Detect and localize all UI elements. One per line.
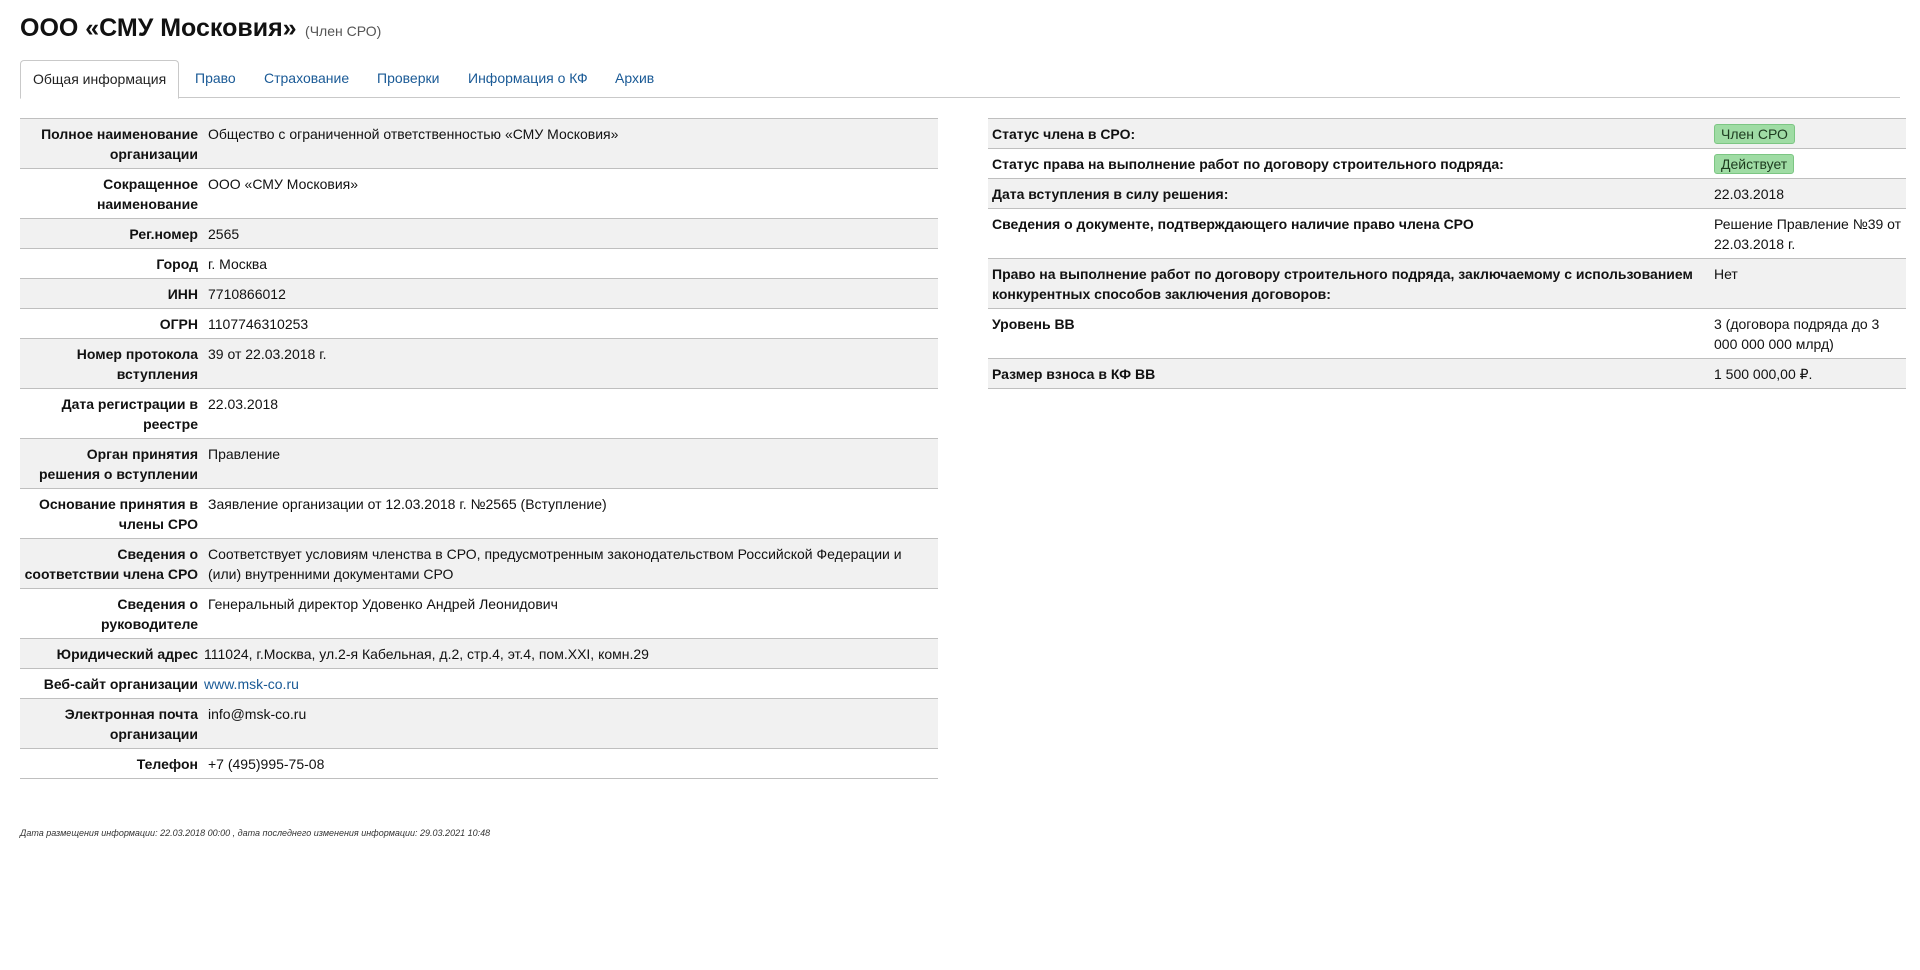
- field-label: Уровень ВВ: [988, 309, 1708, 359]
- field-value: [1708, 149, 1906, 179]
- field-label: ИНН: [20, 279, 202, 309]
- page-header: [20, 14, 381, 43]
- field-label: ОГРН: [20, 309, 202, 339]
- field-value: Решение Правление №39 от 22.03.2018 г.: [1708, 209, 1906, 259]
- field-value: info@msk-co.ru: [202, 699, 938, 749]
- field-label: Номер протокола вступления: [20, 339, 202, 389]
- field-label: Основание принятия в члены СРО: [20, 489, 202, 539]
- field-value: 22.03.2018: [202, 389, 938, 439]
- page-title: ООО «СМУ Московия»: [20, 14, 297, 42]
- field-value: 1107746310253: [202, 309, 938, 339]
- field-value: г. Москва: [202, 249, 938, 279]
- table-row: [20, 309, 938, 339]
- table-row: [20, 589, 938, 639]
- tab-rights[interactable]: Право: [195, 70, 236, 86]
- field-value: Соответствует условиям членства в СРО, предусмотренным законодательством Российской Федерации и (или) внутренними документами СРО: [202, 539, 938, 589]
- field-value: 111024, г.Москва, ул.2-я Кабельная, д.2, стр.4, эт.4, пом.XXI, комн.29: [202, 639, 938, 669]
- table-row: [988, 209, 1906, 259]
- membership-status-table: [988, 118, 1906, 389]
- general-info-table: [20, 118, 938, 779]
- status-badge: Действует: [1714, 154, 1794, 174]
- field-label: Телефон: [20, 749, 202, 779]
- field-value: Общество с ограниченной ответственностью «СМУ Московия»: [202, 119, 938, 169]
- tab-archive[interactable]: Архив: [615, 70, 655, 86]
- status-badge: Член СРО: [1714, 124, 1795, 144]
- table-row: [988, 309, 1906, 359]
- table-row: [20, 699, 938, 749]
- field-label: Сведения о документе, подтверждающего наличие право члена СРО: [988, 209, 1708, 259]
- field-value: [1708, 119, 1906, 149]
- field-label: Веб-сайт организации: [20, 669, 202, 699]
- tab-general-info[interactable]: Общая информация: [20, 60, 179, 99]
- field-label: Полное наименование организации: [20, 119, 202, 169]
- tab-inspections[interactable]: Проверки: [377, 70, 440, 86]
- table-row: [988, 359, 1906, 389]
- field-value: 3 (договора подряда до 3 000 000 000 млрд): [1708, 309, 1906, 359]
- field-label: Сведения о руководителе: [20, 589, 202, 639]
- table-row: [20, 119, 938, 169]
- field-label: Город: [20, 249, 202, 279]
- field-label: Дата регистрации в реестре: [20, 389, 202, 439]
- table-row: [20, 669, 938, 699]
- table-row: [20, 279, 938, 309]
- field-label: Электронная почта организации: [20, 699, 202, 749]
- field-value: ООО «СМУ Московия»: [202, 169, 938, 219]
- table-row: [20, 339, 938, 389]
- table-row: [20, 639, 938, 669]
- field-label: Сокращенное наименование: [20, 169, 202, 219]
- tab-bar: [20, 60, 1900, 98]
- field-value: Правление: [202, 439, 938, 489]
- tab-kf-info[interactable]: Информация о КФ: [468, 70, 588, 86]
- field-label: Статус члена в СРО:: [988, 119, 1708, 149]
- info-dates-footer: Дата размещения информации: 22.03.2018 00:00 , дата последнего изменения информации: 29.03.2021 10:48: [20, 828, 491, 838]
- field-label: Статус права на выполнение работ по договору строительного подряда:: [988, 149, 1708, 179]
- field-label: Юридический адрес: [20, 639, 202, 669]
- field-value: 22.03.2018: [1708, 179, 1906, 209]
- field-value: Нет: [1708, 259, 1906, 309]
- tab-insurance[interactable]: Страхование: [264, 70, 350, 86]
- field-label: Дата вступления в силу решения:: [988, 179, 1708, 209]
- table-row: [20, 489, 938, 539]
- field-value: 2565: [202, 219, 938, 249]
- table-row: [20, 219, 938, 249]
- table-row: [988, 149, 1906, 179]
- table-row: [988, 179, 1906, 209]
- field-value: Заявление организации от 12.03.2018 г. №2565 (Вступление): [202, 489, 938, 539]
- table-row: [20, 749, 938, 779]
- website-link[interactable]: www.msk-co.ru: [204, 676, 299, 692]
- field-value: 1 500 000,00 ₽.: [1708, 359, 1906, 389]
- field-label: Рег.номер: [20, 219, 202, 249]
- field-value: [202, 669, 938, 699]
- table-row: [988, 119, 1906, 149]
- field-value: 7710866012: [202, 279, 938, 309]
- field-label: Орган принятия решения о вступлении: [20, 439, 202, 489]
- field-value: 39 от 22.03.2018 г.: [202, 339, 938, 389]
- table-row: [20, 169, 938, 219]
- field-value: +7 (495)995-75-08: [202, 749, 938, 779]
- table-row: [20, 439, 938, 489]
- field-label: Размер взноса в КФ ВВ: [988, 359, 1708, 389]
- field-label: Право на выполнение работ по договору строительного подряда, заключаемому с использованием конкурентных способов заключения договоров:: [988, 259, 1708, 309]
- table-row: [20, 389, 938, 439]
- table-row: [20, 539, 938, 589]
- table-row: [20, 249, 938, 279]
- membership-note: (Член СРО): [305, 23, 382, 39]
- field-value: Генеральный директор Удовенко Андрей Леонидович: [202, 589, 938, 639]
- field-label: Сведения о соответствии члена СРО: [20, 539, 202, 589]
- table-row: [988, 259, 1906, 309]
